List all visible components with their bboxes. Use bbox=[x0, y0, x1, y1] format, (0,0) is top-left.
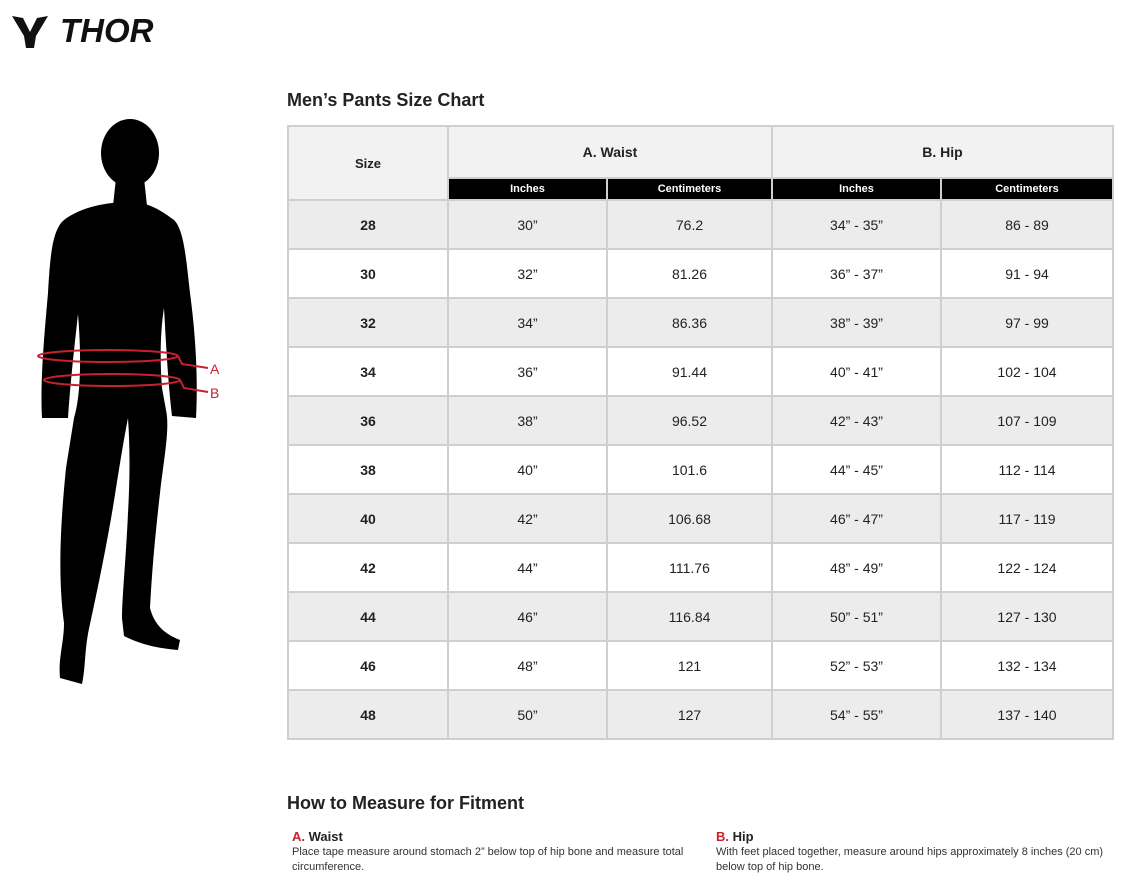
measure-hip-letter: B. bbox=[716, 829, 729, 844]
subheader-hip-inches: Inches bbox=[772, 178, 941, 200]
table-row bbox=[288, 494, 1113, 543]
cell-waist-cm: 116.84 bbox=[607, 592, 772, 641]
cell-waist-inches: 30” bbox=[448, 200, 607, 249]
table-row bbox=[288, 690, 1113, 739]
size-rows bbox=[288, 200, 1113, 739]
cell-hip-inches: 54” - 55” bbox=[772, 690, 941, 739]
table-row bbox=[288, 249, 1113, 298]
subheader-waist-inches: Inches bbox=[448, 178, 607, 200]
cell-waist-inches: 36” bbox=[448, 347, 607, 396]
cell-waist-cm: 106.68 bbox=[607, 494, 772, 543]
cell-size: 36 bbox=[288, 396, 448, 445]
cell-waist-cm: 101.6 bbox=[607, 445, 772, 494]
measure-waist-label: Waist bbox=[308, 829, 343, 844]
cell-waist-cm: 127 bbox=[607, 690, 772, 739]
cell-hip-inches: 42” - 43” bbox=[772, 396, 941, 445]
cell-waist-inches: 38” bbox=[448, 396, 607, 445]
cell-waist-inches: 42” bbox=[448, 494, 607, 543]
cell-hip-cm: 102 - 104 bbox=[941, 347, 1113, 396]
cell-hip-inches: 52” - 53” bbox=[772, 641, 941, 690]
subheader-hip-cm: Centimeters bbox=[941, 178, 1113, 200]
cell-size: 40 bbox=[288, 494, 448, 543]
cell-hip-cm: 107 - 109 bbox=[941, 396, 1113, 445]
cell-size: 38 bbox=[288, 445, 448, 494]
table-row bbox=[288, 200, 1113, 249]
cell-size: 34 bbox=[288, 347, 448, 396]
size-chart-table bbox=[287, 125, 1114, 740]
measure-hip-label: Hip bbox=[732, 829, 754, 844]
cell-waist-cm: 111.76 bbox=[607, 543, 772, 592]
cell-hip-inches: 40” - 41” bbox=[772, 347, 941, 396]
cell-hip-cm: 122 - 124 bbox=[941, 543, 1113, 592]
cell-size: 48 bbox=[288, 690, 448, 739]
cell-waist-inches: 32” bbox=[448, 249, 607, 298]
measure-waist-letter: A. bbox=[292, 829, 305, 844]
cell-waist-inches: 40” bbox=[448, 445, 607, 494]
table-row bbox=[288, 543, 1113, 592]
body-figure bbox=[30, 118, 230, 688]
cell-hip-inches: 46” - 47” bbox=[772, 494, 941, 543]
cell-hip-cm: 117 - 119 bbox=[941, 494, 1113, 543]
body-silhouette bbox=[30, 118, 230, 688]
cell-waist-cm: 96.52 bbox=[607, 396, 772, 445]
measure-title: How to Measure for Fitment bbox=[287, 793, 525, 813]
cell-hip-inches: 38” - 39” bbox=[772, 298, 941, 347]
page-title: Men’s Pants Size Chart bbox=[287, 90, 485, 110]
header-size: Size bbox=[288, 126, 448, 200]
table-row bbox=[288, 445, 1113, 494]
cell-waist-inches: 34” bbox=[448, 298, 607, 347]
measure-waist bbox=[292, 829, 702, 875]
cell-size: 32 bbox=[288, 298, 448, 347]
thor-logo[interactable] bbox=[10, 8, 190, 52]
hip-marker-label: B bbox=[210, 385, 220, 401]
cell-hip-cm: 137 - 140 bbox=[941, 690, 1113, 739]
cell-hip-inches: 34” - 35” bbox=[772, 200, 941, 249]
cell-size: 30 bbox=[288, 249, 448, 298]
table-row bbox=[288, 298, 1113, 347]
logo-wordmark: THOR bbox=[60, 12, 154, 49]
table-row bbox=[288, 396, 1113, 445]
cell-hip-cm: 132 - 134 bbox=[941, 641, 1113, 690]
cell-hip-cm: 86 - 89 bbox=[941, 200, 1113, 249]
cell-hip-inches: 50” - 51” bbox=[772, 592, 941, 641]
cell-waist-cm: 86.36 bbox=[607, 298, 772, 347]
cell-size: 44 bbox=[288, 592, 448, 641]
cell-waist-cm: 81.26 bbox=[607, 249, 772, 298]
cell-hip-cm: 91 - 94 bbox=[941, 249, 1113, 298]
cell-size: 46 bbox=[288, 641, 448, 690]
cell-hip-cm: 127 - 130 bbox=[941, 592, 1113, 641]
header-waist: A. Waist bbox=[448, 126, 772, 178]
header-hip: B. Hip bbox=[772, 126, 1113, 178]
cell-hip-inches: 44” - 45” bbox=[772, 445, 941, 494]
cell-waist-inches: 48” bbox=[448, 641, 607, 690]
cell-waist-inches: 50” bbox=[448, 690, 607, 739]
table-row bbox=[288, 347, 1113, 396]
table-row bbox=[288, 641, 1113, 690]
cell-waist-cm: 91.44 bbox=[607, 347, 772, 396]
cell-hip-cm: 97 - 99 bbox=[941, 298, 1113, 347]
measure-hip-heading bbox=[716, 829, 1126, 844]
table-row bbox=[288, 592, 1113, 641]
measure-waist-heading bbox=[292, 829, 702, 844]
waist-marker-label: A bbox=[210, 361, 220, 377]
cell-hip-inches: 48” - 49” bbox=[772, 543, 941, 592]
subheader-waist-cm: Centimeters bbox=[607, 178, 772, 200]
cell-waist-cm: 121 bbox=[607, 641, 772, 690]
cell-waist-inches: 46” bbox=[448, 592, 607, 641]
cell-size: 42 bbox=[288, 543, 448, 592]
thor-logo-mark bbox=[10, 8, 190, 52]
cell-waist-cm: 76.2 bbox=[607, 200, 772, 249]
measure-hip bbox=[716, 829, 1126, 875]
cell-size: 28 bbox=[288, 200, 448, 249]
cell-waist-inches: 44” bbox=[448, 543, 607, 592]
cell-hip-inches: 36” - 37” bbox=[772, 249, 941, 298]
measure-hip-text: With feet placed together, measure around hips approximately 8 inches (20 cm) below top of hip bone. bbox=[716, 846, 1104, 873]
measure-waist-text: Place tape measure around stomach 2” below top of hip bone and measure total circumference. bbox=[292, 846, 684, 873]
cell-hip-cm: 112 - 114 bbox=[941, 445, 1113, 494]
